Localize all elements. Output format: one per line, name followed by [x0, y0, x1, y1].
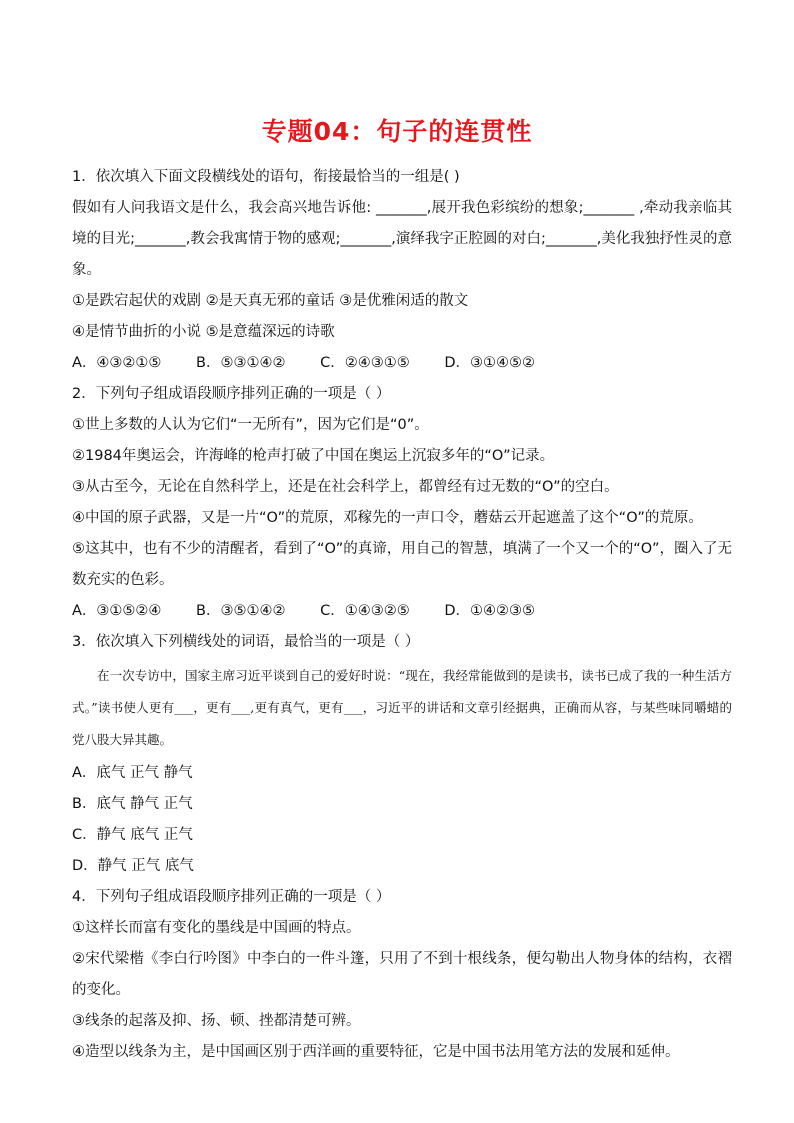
question-3-stem: 3．依次填入下列横线处的词语，最恰当的一项是（ ） [72, 634, 420, 650]
question-2-sentence-2: ②1984年奥运会，许海峰的枪声打破了中国在奥运上沉寂多年的“O”记录。 [72, 448, 555, 464]
question-1-option-b: B．⑤③①④② [196, 355, 286, 371]
question-3-option-a: A．底气 正气 静气 [72, 765, 193, 781]
question-2-stem: 2．下列句子组成语段顺序排列正确的一项是（ ） [72, 386, 391, 402]
question-2-sentence-4: ④中国的原子武器，又是一片“O”的荒原，邓稼先的一声口令，蘑菇云开起遮盖了这个“O”的荒原。 [72, 510, 703, 526]
question-3-option-d: D．静气 正气 底气 [72, 858, 194, 874]
page-title: 专题04：句子的连贯性 [261, 117, 533, 146]
question-3-option-b: B．底气 静气 正气 [72, 796, 193, 812]
question-1-passage: 假如有人问我语文是什么，我会高兴地告诉他: _______,展开我色彩缤纷的想象;_______ ,牵动我亲临其境的目光;_______,教会我寓情于物的感观;_______,演绎我字正腔圆的对白;_______,美化我独抒性灵的意象。 [72, 200, 732, 278]
question-1-options [72, 348, 732, 379]
question-2-option-b: B．③⑤①④② [196, 603, 286, 619]
question-4-sentence-2: ②宋代梁楷《李白行吟图》中李白的一件斗篷，只用了不到十根线条，便勾勒出人物身体的结构，衣褶的变化。 [72, 951, 732, 998]
question-3-option-c: C．静气 底气 正气 [72, 827, 193, 843]
question-2-sentence-1: ①世上多数的人认为它们“一无所有”，因为它们是“0”。 [72, 417, 429, 433]
question-4-sentence-4: ④造型以线条为主，是中国画区别于西洋画的重要特征，它是中国书法用笔方法的发展和延伸。 [72, 1044, 680, 1060]
question-2-option-c: C．①④③②⑤ [320, 603, 410, 619]
question-2-sentence-5: ⑤这其中，也有不少的清醒者，看到了“O”的真谛，用自己的智慧，填满了一个又一个的“O”，圈入了无数充实的色彩。 [72, 541, 732, 588]
document-body [72, 162, 732, 1068]
question-1-option-d: D．③①④⑤② [444, 355, 535, 371]
question-2-options [72, 596, 732, 627]
question-2-option-a: A．③①⑤②④ [72, 603, 162, 619]
question-1-items-line-2: ④是情节曲折的小说 ⑤是意蕴深远的诗歌 [72, 324, 335, 340]
question-4-sentence-1: ①这样长而富有变化的墨线是中国画的特点。 [72, 920, 361, 936]
question-4-sentence-3: ③线条的起落及抑、扬、顿、挫都清楚可辨。 [72, 1013, 361, 1029]
question-1-option-a: A．④③②①⑤ [72, 355, 162, 371]
question-2-option-d: D．①④②③⑤ [444, 603, 535, 619]
question-2-sentence-3: ③从古至今，无论在自然科学上，还是在社会科学上，都曾经有过无数的“O”的空白。 [72, 479, 619, 495]
question-1-items-line-1: ①是跌宕起伏的戏剧 ②是天真无邪的童话 ③是优雅闲适的散文 [72, 293, 469, 309]
question-4-stem: 4．下列句子组成语段顺序排列正确的一项是（ ） [72, 889, 391, 905]
question-3-quote: 在一次专访中，国家主席习近平谈到自己的爱好时说：“现在，我经常能做到的是读书，读书已成了我的一种生活方式。”读书使人更有___，更有___,更有真气，更有___，习近平的讲话和文章引经据典，正确而从容，与某些味同嚼蜡的党八股大异其趣。 [72, 668, 732, 747]
question-1-option-c: C．②④③①⑤ [320, 355, 410, 371]
question-1-stem: 1．依次填入下面文段横线处的语句，衔接最恰当的一组是( ) [72, 169, 460, 185]
